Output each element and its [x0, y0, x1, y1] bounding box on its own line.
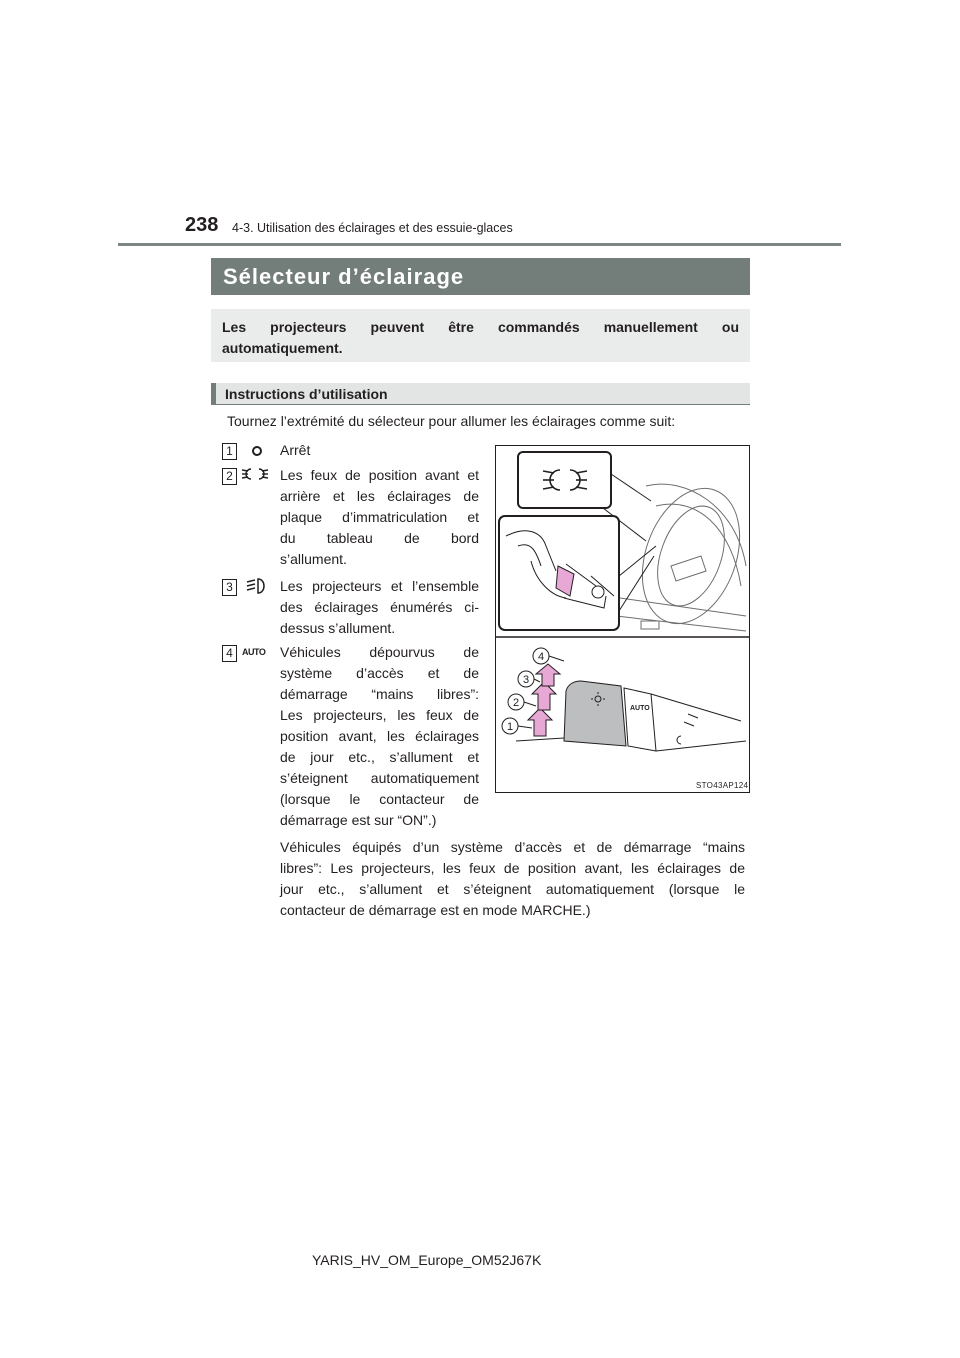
figure-code: STO43AP124 — [696, 781, 749, 790]
headlight-icon — [244, 577, 268, 595]
intro-line: Les projecteurs peuvent être commandés manuellement ou — [222, 319, 739, 335]
callout-4: 4 — [537, 651, 545, 663]
body-paragraph: Véhicules équipés d’un système d’accès et de démarrage “mains libres”: Les projecteurs, les feux de position avant, les éclairages de jour etc., s’allument et s’éteignent automatiquement (lorsque le contacteur de démarrage est en mode MARCHE.) — [280, 839, 745, 918]
position-lights-icon — [240, 466, 270, 482]
off-circle-icon — [250, 444, 264, 458]
footer-doc-id: YARIS_HV_OM_Europe_OM52J67K — [312, 1252, 542, 1268]
item-text-2: Les feux de position avant et arrière et les éclairages de plaque d’immatriculation et du tableau de bord s’allument. — [280, 467, 479, 567]
page-number: 238 — [185, 214, 219, 236]
item-number-3: 3 — [222, 579, 237, 596]
light-switch-illustration — [496, 446, 749, 792]
item-text-4: Véhicules dépourvus de système d’accès et de démarrage “mains libres”: Les projecteurs, les feux de position avant, les éclairages de jour etc., s’allument et s’éteignent automatiquement (lorsque le contacteur de démarrage est sur “ON”.) — [280, 644, 479, 828]
intro-line: automatiquement. — [222, 340, 343, 356]
breadcrumb: 4-3. Utilisation des éclairages et des essuie-glaces — [232, 221, 513, 235]
callout-1: 1 — [506, 721, 514, 733]
item-text-1: Arrêt — [280, 442, 311, 458]
auto-icon: AUTO — [242, 647, 266, 657]
section-heading: Instructions d’utilisation — [211, 383, 750, 405]
lever-auto-label: AUTO — [630, 705, 650, 712]
item-number-1: 1 — [222, 443, 237, 460]
item-text-3: Les projecteurs et l’ensemble des éclairages énumérés ci- dessus s’allument. — [280, 578, 479, 636]
illustration-frame — [495, 445, 750, 793]
callout-2: 2 — [512, 697, 520, 709]
page-title: Sélecteur d’éclairage — [211, 258, 750, 295]
header-rule — [118, 243, 841, 246]
intro-box — [211, 309, 750, 362]
item-number-4: 4 — [222, 645, 237, 662]
callout-3: 3 — [522, 674, 530, 686]
section-lead: Tournez l’extrémité du sélecteur pour allumer les éclairages comme suit: — [227, 413, 676, 429]
item-number-2: 2 — [222, 468, 237, 485]
